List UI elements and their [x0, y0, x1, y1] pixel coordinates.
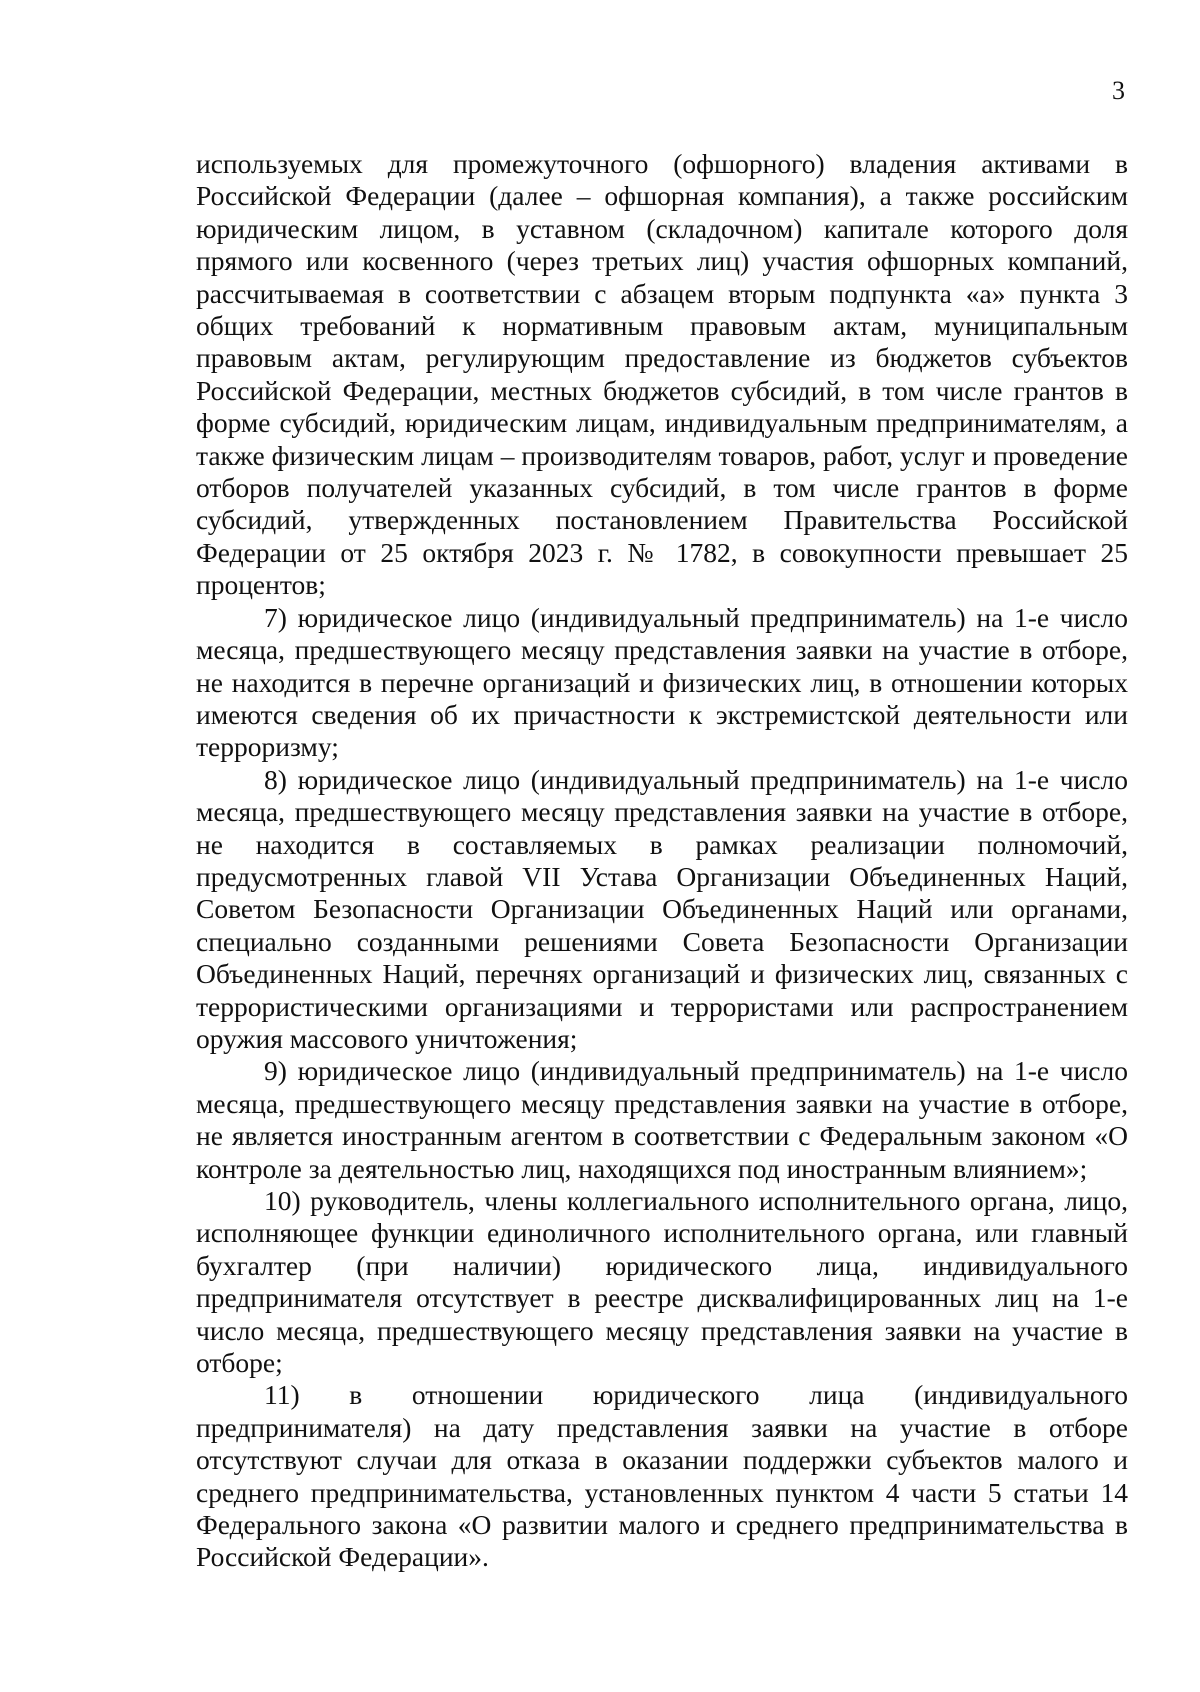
paragraph-item-10: 10) руководитель, члены коллегиального исполнительного органа, лицо, исполняющее функции единоличного исполнительного органа, или главный бухгалтер (при наличии) юридического лица, индивидуального предпринимателя отсутствует в реестре дисквалифицированных лиц на 1-е число месяца, предшествующего месяцу представления заявки на участие в отборе; [196, 1185, 1128, 1379]
paragraph-item-7: 7) юридическое лицо (индивидуальный предприниматель) на 1-е число месяца, предшествующего месяцу представления заявки на участие в отборе, не находится в перечне организаций и физических лиц, в отношении которых имеются сведения об их причастности к экстремистской деятельности или терроризму; [196, 601, 1128, 763]
paragraph-continuation: используемых для промежуточного (офшорного) владения активами в Российской Федерации (далее – офшорная компания), а также российским юридическим лицом, в уставном (складочном) капитале которого доля прямого или косвенного (через третьих лиц) участия офшорных компаний, рассчитываемая в соответствии с абзацем вторым подпункта «а» пункта 3 общих требований к нормативным правовым актам, муниципальным правовым актам, регулирующим предоставление из бюджетов субъектов Российской Федерации, местных бюджетов субсидий, в том числе грантов в форме субсидий, юридическим лицам, индивидуальным предпринимателям, а также физическим лицам – производителям товаров, работ, услуг и проведение отборов получателей указанных субсидий, в том числе грантов в форме субсидий, утвержденных постановлением Правительства Российской Федерации от 25 октября 2023 г. № 1782, в совокупности превышает 25 процентов; [196, 148, 1128, 601]
page-number: 3 [1112, 76, 1125, 105]
paragraph-item-8: 8) юридическое лицо (индивидуальный предприниматель) на 1-е число месяца, предшествующего месяцу представления заявки на участие в отборе, не находится в составляемых в рамках реализации полномочий, предусмотренных главой VII Устава Организации Объединенных Наций, Советом Безопасности Организации Объединенных Наций или органами, специально созданными решениями Совета Безопасности Организации Объединенных Наций, перечнях организаций и физических лиц, связанных с террористическими организациями и террористами или распространением оружия массового уничтожения; [196, 763, 1128, 1054]
paragraph-item-9: 9) юридическое лицо (индивидуальный предприниматель) на 1-е число месяца, предшествующего месяцу представления заявки на участие в отборе, не является иностранным агентом в соответствии с Федеральным законом «О контроле за деятельностью лиц, находящихся под иностранным влиянием»; [196, 1055, 1128, 1184]
paragraph-item-11: 11) в отношении юридического лица (индивидуального предпринимателя) на дату представления заявки на участие в отборе отсутствуют случаи для отказа в оказании поддержки субъектов малого и среднего предпринимательства, установленных пунктом 4 части 5 статьи 14 Федерального закона «О развитии малого и среднего предпринимательства в Российской Федерации». [196, 1379, 1128, 1573]
document-body [196, 148, 1128, 1574]
